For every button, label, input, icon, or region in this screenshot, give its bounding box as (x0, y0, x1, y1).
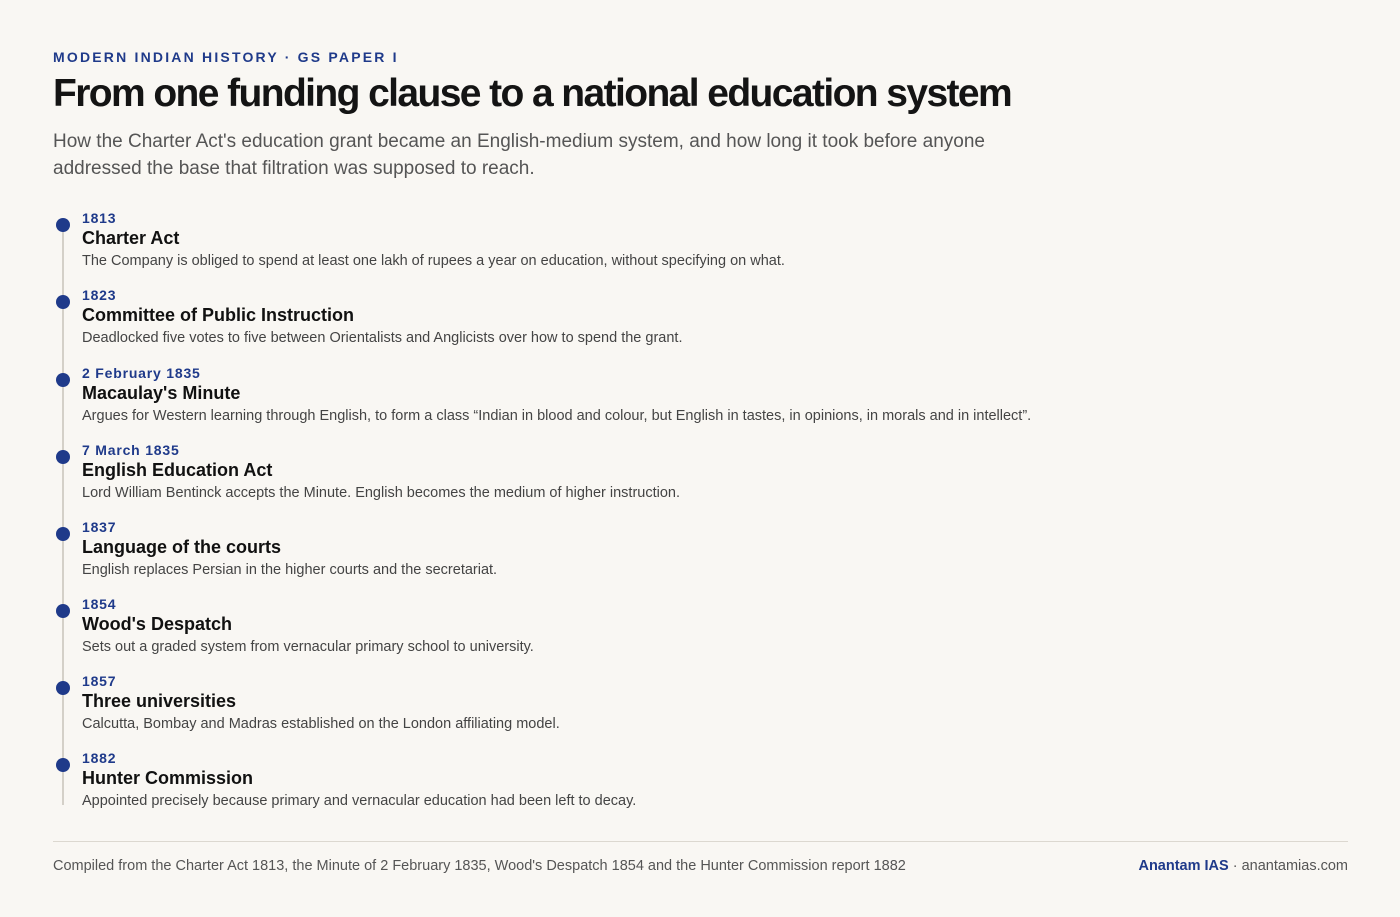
page-title: From one funding clause to a national education system (53, 72, 1012, 115)
timeline-dot-icon (56, 758, 70, 772)
timeline-dot-icon (56, 527, 70, 541)
event-description: Lord William Bentinck accepts the Minute. English becomes the medium of higher instruction. (82, 485, 681, 501)
event-description: The Company is obliged to spend at least one lakh of rupees a year on education, without specifying on what. (82, 253, 785, 269)
event-title: Language of the courts (82, 537, 282, 557)
timeline (53, 210, 1348, 810)
event-description: English replaces Persian in the higher courts and the secretariat. (82, 562, 498, 578)
event-title: Charter Act (82, 228, 180, 248)
timeline-dot-icon (56, 450, 70, 464)
event-description: Argues for Western learning through English, to form a class “Indian in blood and colour, but English in tastes, in opinions, in morals and in intellect”. (82, 408, 1032, 424)
timeline-event-1854-woods-despatch (53, 596, 1333, 666)
event-description: Appointed precisely because primary and vernacular education had been left to decay. (82, 793, 637, 809)
event-title: English Education Act (82, 460, 273, 480)
event-date: 2 February 1835 (82, 365, 201, 381)
footer-source-note: Compiled from the Charter Act 1813, the Minute of 2 February 1835, Wood's Despatch 1854 and the Hunter Commission report 1882 (53, 858, 906, 874)
timeline-event-1813-charter-act (53, 210, 1333, 280)
event-date: 1823 (82, 287, 117, 303)
footer-brand (1138, 858, 1348, 874)
brand-name: Anantam IAS (1138, 858, 1229, 874)
event-description: Deadlocked five votes to five between Orientalists and Anglicists over how to spend the grant. (82, 330, 683, 346)
event-date: 1837 (82, 519, 117, 535)
event-date: 1882 (82, 750, 117, 766)
timeline-dot-icon (56, 218, 70, 232)
event-title: Three universities (82, 691, 237, 711)
timeline-event-1835-english-education-act (53, 442, 1333, 512)
event-date: 1857 (82, 673, 117, 689)
page (53, 0, 1348, 917)
brand-website-link[interactable]: anantamias.com (1241, 858, 1348, 874)
timeline-event-1857-universities (53, 673, 1333, 743)
event-description: Calcutta, Bombay and Madras established on the London affiliating model. (82, 716, 560, 732)
timeline-dot-icon (56, 681, 70, 695)
event-description: Sets out a graded system from vernacular primary school to university. (82, 639, 534, 655)
section-kicker: MODERN INDIAN HISTORY · GS PAPER I (53, 49, 399, 65)
event-date: 7 March 1835 (82, 442, 180, 458)
event-title: Committee of Public Instruction (82, 305, 355, 325)
event-date: 1854 (82, 596, 117, 612)
event-title: Hunter Commission (82, 768, 254, 788)
event-date: 1813 (82, 210, 117, 226)
timeline-event-1882-hunter-commission (53, 750, 1333, 820)
timeline-dot-icon (56, 604, 70, 618)
footer-divider (53, 841, 1348, 842)
page-subtitle: How the Charter Act's education grant became an English-medium system, and how long it took before anyone addressed the base that filtration was supposed to reach. (53, 131, 985, 179)
brand-separator: · (1228, 858, 1242, 874)
timeline-event-1823-committee (53, 287, 1333, 357)
timeline-event-1835-macaulay-minute (53, 365, 1333, 435)
timeline-dot-icon (56, 295, 70, 309)
timeline-dot-icon (56, 373, 70, 387)
event-title: Wood's Despatch (82, 614, 232, 634)
timeline-event-1837-courts (53, 519, 1333, 589)
event-title: Macaulay's Minute (82, 383, 241, 403)
